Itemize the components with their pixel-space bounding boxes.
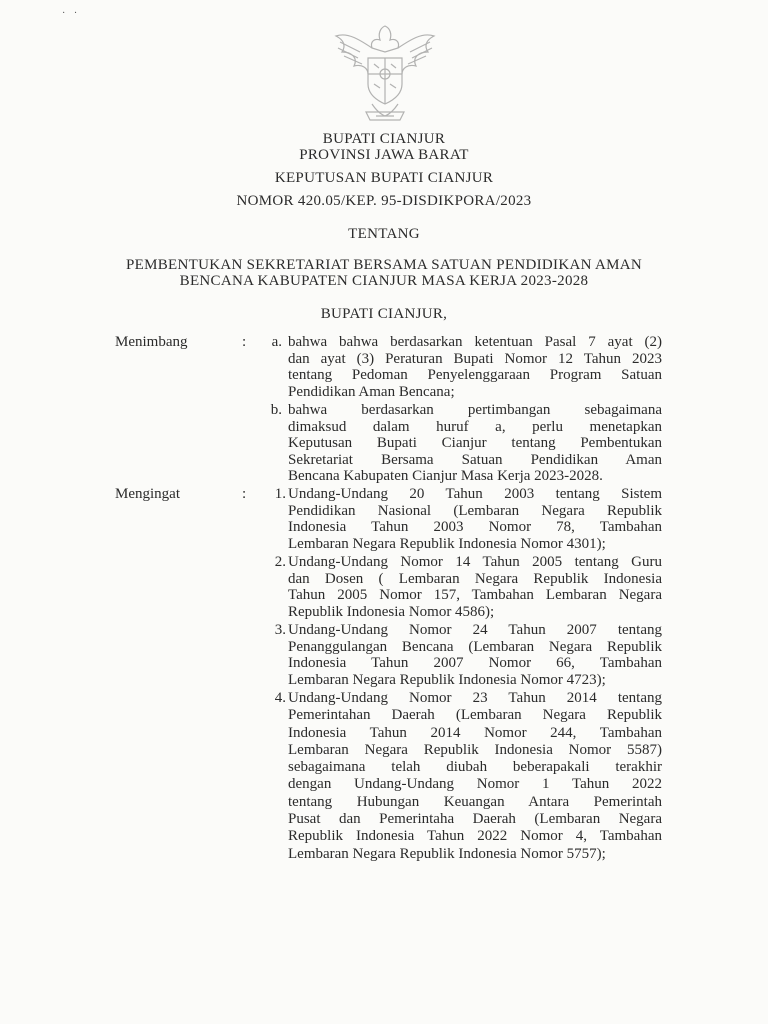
menimbang-b-marker: b.: [270, 402, 282, 418]
text-line: Indonesia Tahun 2003 Nomor 78, Tambahan: [288, 519, 662, 536]
tentang-heading: TENTANG: [348, 226, 420, 242]
text-line: tentang Pedoman Penyelenggaraan Program Satuan: [288, 367, 662, 384]
text-line: Keputusan Bupati Cianjur tentang Pembentukan: [288, 435, 662, 452]
subject-line-2: BENCANA KABUPATEN CIANJUR MASA KERJA 2023-2028: [179, 273, 589, 289]
scan-specks: · ·: [62, 8, 81, 19]
text-line: Pemerintahan Daerah (Lembaran Negara Republik: [288, 707, 662, 724]
menimbang-label: Menimbang: [115, 334, 188, 350]
province-title: PROVINSI JAWA BARAT: [299, 147, 469, 163]
menimbang-a-paragraph: [288, 334, 662, 400]
text-line: sebagaimana telah diubah beberapakali terakhir: [288, 759, 662, 776]
text-line: Republik Indonesia Tahun 2022 Nomor 4, Tambahan: [288, 828, 662, 845]
text-line: Undang-Undang Nomor 23 Tahun 2014 tentang: [288, 690, 662, 706]
text-line: tentang Hubungan Keuangan Antara Pemerintah: [288, 793, 662, 810]
text-line: Bencana Kabupaten Cianjur Masa Kerja 2023-2028.: [288, 468, 603, 485]
text-line: Republik Indonesia Nomor 4586);: [288, 603, 495, 620]
mengingat-3-marker: 3.: [274, 622, 286, 638]
subject-line-1: PEMBENTUKAN SEKRETARIAT BERSAMA SATUAN PENDIDIKAN AMAN: [125, 257, 642, 273]
text-line: bahwa bahwa berdasarkan ketentuan Pasal 7 ayat (2): [288, 334, 662, 350]
mengingat-1-marker: 1.: [274, 486, 286, 502]
decree-number: NOMOR 420.05/KEP. 95-DISDIKPORA/2023: [236, 193, 532, 209]
text-line: Sekretariat Bersama Satuan Pendidikan Aman: [288, 451, 662, 468]
text-line: Lembaran Negara Republik Indonesia Nomor 5757);: [288, 845, 606, 862]
menimbang-colon: :: [242, 334, 247, 350]
text-line: Pendidikan Nasional (Lembaran Negara Republik: [288, 502, 662, 519]
text-line: dan ayat (3) Peraturan Bupati Nomor 12 Tahun 2023: [288, 350, 662, 367]
mengingat-2-marker: 2.: [274, 554, 286, 570]
regent-signatory-heading: BUPATI CIANJUR,: [320, 306, 448, 322]
mengingat-4-paragraph: [288, 690, 662, 863]
regent-title: BUPATI CIANJUR: [322, 131, 446, 147]
text-line: Lembaran Negara Republik Indonesia Nomor 5587): [288, 741, 662, 758]
decree-title: KEPUTUSAN BUPATI CIANJUR: [274, 170, 494, 186]
mengingat-colon: :: [242, 486, 247, 502]
mengingat-3-paragraph: [288, 622, 662, 688]
garuda-emblem-icon: [330, 18, 440, 130]
text-line: Tahun 2005 Nomor 157, Tambahan Lembaran Negara: [288, 587, 662, 604]
text-line: bahwa berdasarkan pertimbangan sebagaimana: [288, 402, 662, 418]
menimbang-b-paragraph: [288, 402, 662, 485]
text-line: Lembaran Negara Republik Indonesia Nomor 4301);: [288, 535, 606, 552]
mengingat-4-marker: 4.: [274, 690, 286, 706]
text-line: Lembaran Negara Republik Indonesia Nomor 4723);: [288, 671, 606, 688]
text-line: Penanggulangan Bencana (Lembaran Negara Republik: [288, 638, 662, 655]
text-line: dan Dosen ( Lembaran Negara Republik Indonesia: [288, 570, 662, 587]
mengingat-2-paragraph: [288, 554, 662, 620]
text-line: Pendidikan Aman Bencana;: [288, 383, 455, 400]
text-line: dengan Undang-Undang Nomor 1 Tahun 2022: [288, 776, 662, 793]
text-line: Indonesia Tahun 2014 Nomor 244, Tambahan: [288, 724, 662, 741]
text-line: Undang-Undang Nomor 14 Tahun 2005 tentang Guru: [288, 554, 662, 570]
text-line: Undang-Undang 20 Tahun 2003 tentang Sistem: [288, 486, 662, 502]
menimbang-a-marker: a.: [271, 334, 282, 350]
text-line: Undang-Undang Nomor 24 Tahun 2007 tentang: [288, 622, 662, 638]
mengingat-label: Mengingat: [115, 486, 180, 502]
text-line: Pusat dan Pemerintaha Daerah (Lembaran Negara: [288, 811, 662, 828]
mengingat-1-paragraph: [288, 486, 662, 552]
text-line: Indonesia Tahun 2007 Nomor 66, Tambahan: [288, 655, 662, 672]
text-line: dimaksud dalam huruf a, perlu menetapkan: [288, 418, 662, 435]
